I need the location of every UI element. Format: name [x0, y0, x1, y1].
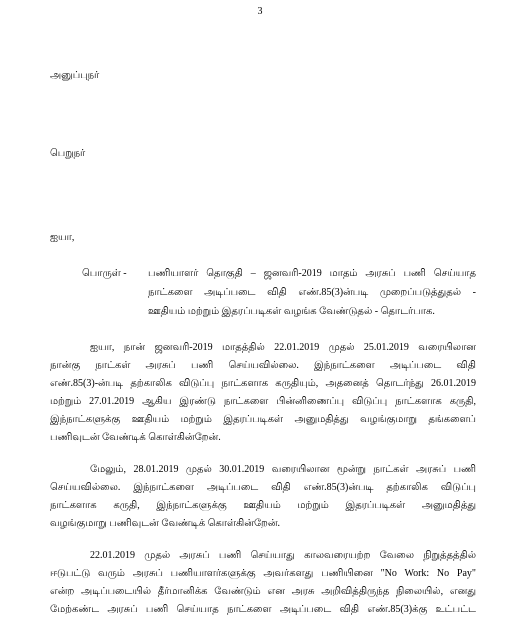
sender-label: அனுப்புநர்	[50, 70, 100, 81]
subject-line-3: ஊதியம் மற்றும் இதரப்படிகள் வழங்க வேண்டுதல் - தொடர்பாக.	[148, 306, 435, 317]
paragraph-line: ஐயா, நான் ஜனவரி-2019 மாதத்தில் 22.01.2019 முதல் 25.01.2019 வரையிலான	[90, 342, 476, 353]
subject-line-1: பணியாளர் தொகுதி – ஜனவரி-2019 மாதம் அரசுப் பணி செய்யாத	[148, 268, 476, 279]
paragraph-line: இந்நாட்களுக்கு ஊதியம் மற்றும் இதரப்படிகள் அனுமதித்து வழங்குமாறு தங்களைப்	[50, 414, 476, 425]
paragraph-line: நாட்களாக கருதி, இந்நாட்களுக்கு ஊதியம் மற்றும் இதரப்படிகள் அனுமதித்து	[50, 500, 476, 511]
paragraph-line: ஈடுபட்டு வரும் அரசுப் பணியாளர்களுக்கு அவர்களது பணியினை "No Work: No Pay"	[50, 568, 476, 579]
salutation: ஐயா,	[50, 232, 75, 243]
paragraph-line: எண்.85(3)-ன்படி தற்காலிக விடுப்பு நாட்களாக கருதியும், அதனைத் தொடர்ந்து 26.01.2019	[50, 378, 476, 389]
receiver-label: பெறுநர்	[50, 148, 86, 159]
paragraph-line: மேலும், 28.01.2019 முதல் 30.01.2019 வரையிலான மூன்று நாட்கள் அரசுப் பணி	[90, 464, 476, 475]
paragraph-line: மற்றும் 27.01.2019 ஆகிய இரண்டு நாட்களை பின்னிணைப்பு விடுப்பு நாட்களாக கருதி,	[50, 396, 476, 407]
paragraph-line: செய்யவில்லை. இந்நாட்களை அடிப்படை விதி எண்.85(3)ன்படி தற்காலிக விடுப்பு	[50, 482, 476, 493]
paragraph-line: மேற்கண்ட அரசுப் பணி செய்யாத நாட்களை அடிப்படை விதி எண்.85(3)க்கு உட்பட்ட	[50, 604, 476, 615]
paragraph-line: என்ற அடிப்படையில் தீர்மானிக்க வேண்டும் என அரசு அறிவித்திருந்த நிலையில், எனது	[50, 586, 476, 597]
paragraph-line: 22.01.2019 முதல் அரசுப் பணி செய்யாது காலவரையற்ற வேலை நிறுத்தத்தில்	[90, 550, 476, 561]
subject-line-2: நாட்களை அடிப்படை விதி எண்.85(3)ன்படி முறைப்படுத்துதல் -	[148, 287, 476, 298]
paragraph-line: பணிவுடன் வேண்டிக் கொள்கின்றேன்.	[50, 432, 221, 443]
paragraph-line: நான்கு நாட்கள் அரசுப் பணி செய்யவில்லை. இந்நாட்களை அடிப்படை விதி	[50, 360, 476, 371]
subject-label: பொருள் -	[82, 268, 127, 279]
page-number: 3	[257, 6, 263, 17]
paragraph-line: வழங்குமாறு பணிவுடன் வேண்டிக் கொள்கின்றேன்.	[50, 518, 281, 529]
